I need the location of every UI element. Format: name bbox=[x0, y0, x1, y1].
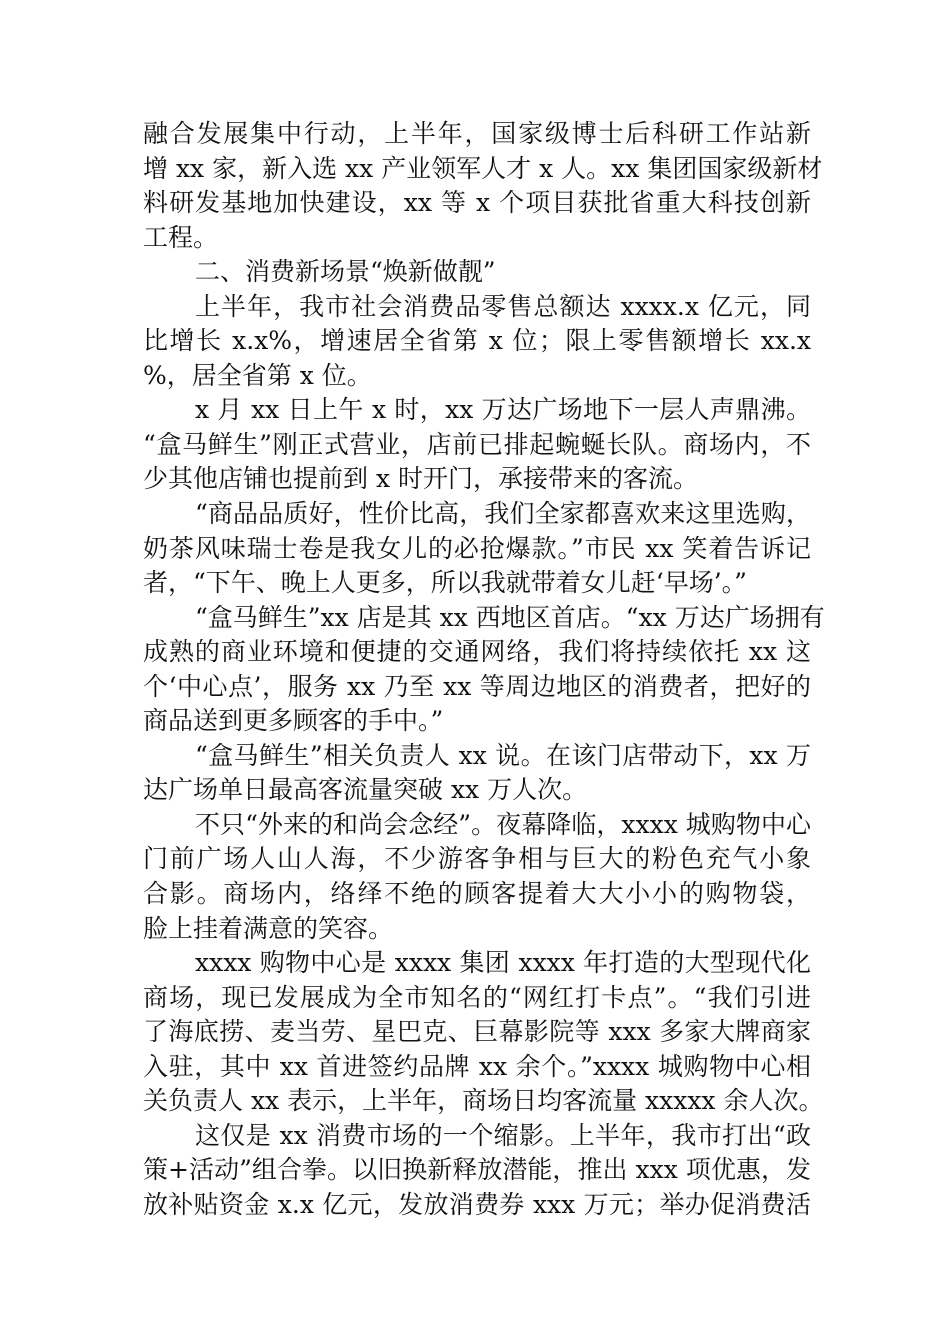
text-line: 入驻，其中 xx 首进签约品牌 xx 余个。”xxxx 城购物中心相 bbox=[143, 1051, 811, 1081]
text-line: 了海底捞、麦当劳、星巴克、巨幕影院等 xxx 多家大牌商家 bbox=[143, 1017, 811, 1047]
paragraph-shopping-center bbox=[143, 946, 824, 1119]
paragraph-retail-sales bbox=[143, 290, 811, 394]
text-line: 上半年，我市社会消费品零售总额达 xxxx.x 亿元，同 bbox=[195, 291, 811, 321]
paragraph-citizen-quote bbox=[143, 497, 811, 601]
paragraph-talent-projects bbox=[143, 117, 823, 255]
text-line: 关负责人 xx 表示，上半年，商场日均客流量 xxxxx 余人次。 bbox=[143, 1086, 824, 1116]
text-line: 商场，现已发展成为全市知名的“网红打卡点”。“我们引进 bbox=[143, 982, 811, 1012]
text-line: xxxx 购物中心是 xxxx 集团 xxxx 年打造的大型现代化 bbox=[195, 948, 811, 978]
text-line: 融合发展集中行动，上半年，国家级博士后科研工作站新 bbox=[143, 119, 811, 148]
text-line: 门前广场人山人海，不少游客争相与巨大的粉色充气小象 bbox=[143, 844, 811, 874]
text-line: 策+活动”组合拳。以旧换新释放潜能，推出 xxx 项优惠，发 bbox=[143, 1155, 811, 1185]
paragraph-night-mall bbox=[143, 808, 811, 946]
paragraph-wanda-plaza bbox=[143, 393, 811, 497]
document-body bbox=[143, 117, 825, 1223]
section-heading bbox=[143, 255, 811, 290]
text-line: 工程。 bbox=[143, 222, 219, 252]
text-line: “盒马鲜生”xx 店是其 xx 西地区首店。“xx 万达广场拥有 bbox=[195, 602, 825, 632]
text-line: 料研发基地加快建设，xx 等 x 个项目获批省重大科技创新 bbox=[143, 188, 811, 218]
text-line: 者，“下午、晚上人更多，所以我就带着女儿赶‘早场’。” bbox=[143, 568, 747, 598]
text-line: 个‘中心点’，服务 xx 乃至 xx 等周边地区的消费者，把好的 bbox=[143, 671, 811, 701]
paragraph-policy-activities bbox=[143, 1119, 811, 1223]
heading-consumption-scenes: 二、消费新场景“焕新做靓” bbox=[195, 257, 496, 287]
text-line: “商品品质好，性价比高，我们全家都喜欢来这里选购， bbox=[195, 499, 811, 529]
text-line: 脸上挂着满意的笑容。 bbox=[143, 913, 394, 943]
text-line: 不只“外来的和尚会念经”。夜幕降临，xxxx 城购物中心 bbox=[195, 809, 811, 839]
text-line: x 月 xx 日上午 x 时，xx 万达广场地下一层人声鼎沸。 bbox=[195, 395, 811, 425]
text-line: 达广场单日最高客流量突破 xx 万人次。 bbox=[143, 775, 588, 805]
text-line: 商品送到更多顾客的手中。” bbox=[143, 706, 444, 736]
text-line: 放补贴资金 x.x 亿元，发放消费券 xxx 万元；举办促消费活 bbox=[143, 1189, 811, 1219]
text-line: 少其他店铺也提前到 x 时开门，承接带来的客流。 bbox=[143, 464, 698, 494]
paragraph-hema-manager bbox=[143, 739, 811, 808]
text-line: 成熟的商业环境和便捷的交通网络，我们将持续依托 xx 这 bbox=[143, 637, 811, 667]
text-line: 比增长 x.x%，增速居全省第 x 位；限上零售额增长 xx.x bbox=[143, 326, 811, 356]
paragraph-hema-store bbox=[143, 601, 825, 739]
text-line: 增 xx 家，新入选 xx 产业领军人才 x 人。xx 集团国家级新材 bbox=[143, 153, 823, 183]
text-line: “盒马鲜生”刚正式营业，店前已排起蜿蜒长队。商场内，不 bbox=[143, 429, 811, 459]
text-line: 合影。商场内，络绎不绝的顾客提着大大小小的购物袋， bbox=[143, 879, 811, 909]
text-line: 奶茶风味瑞士卷是我女儿的必抢爆款。”市民 xx 笑着告诉记 bbox=[143, 533, 811, 563]
text-line: %，居全省第 x 位。 bbox=[143, 360, 372, 390]
text-line: “盒马鲜生”相关负责人 xx 说。在该门店带动下，xx 万 bbox=[195, 740, 811, 770]
text-line: 这仅是 xx 消费市场的一个缩影。上半年，我市打出“政 bbox=[195, 1120, 811, 1150]
